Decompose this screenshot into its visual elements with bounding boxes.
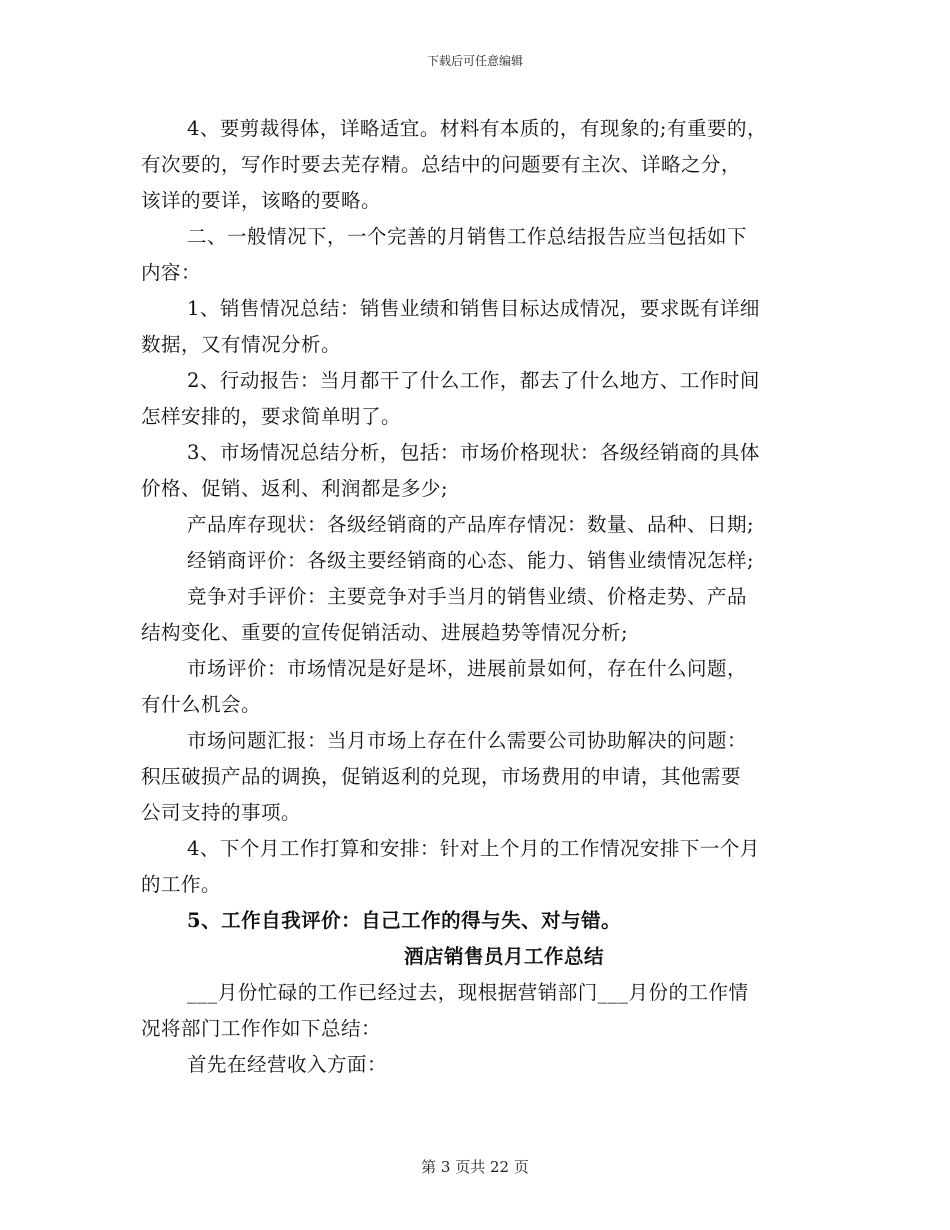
- body-lines: [141, 111, 821, 903]
- text-line: 1、销售情况总结：销售业绩和销售目标达成情况，要求既有详细: [187, 297, 760, 320]
- text-line: 有什么机会。: [141, 693, 262, 716]
- text-line: 市场评价：市场情况是好是坏，进展前景如何，存在什么问题，: [187, 657, 748, 680]
- section-title: 酒店销售员月工作总结: [403, 945, 604, 968]
- bold-summary-line: 5、工作自我评价：自己工作的得与失、对与错。: [187, 909, 622, 932]
- text-line: 产品库存现状：各级经销商的产品库存情况：数量、品种、日期;: [187, 513, 755, 536]
- text-line: 市场问题汇报：当月市场上存在什么需要公司协助解决的问题：: [187, 729, 748, 752]
- text-line: 有次要的，写作时要去芜存精。总结中的问题要有主次、详略之分，: [141, 153, 742, 176]
- text-line: 公司支持的事项。: [141, 801, 302, 824]
- text-line: 积压破损产品的调换，促销返利的兑现，市场费用的申请，其他需要: [141, 765, 742, 788]
- text-line: 4、下个月工作打算和安排：针对上个月的工作情况安排下一个月: [187, 837, 760, 860]
- text-line: 价格、促销、返利、利润都是多少;: [141, 477, 449, 500]
- text-line: ___月份忙碌的工作已经过去，现根据营销部门___月份的工作情: [187, 981, 749, 1004]
- text-line: 况将部门工作作如下总结：: [141, 1017, 382, 1040]
- tail-lines: [141, 975, 821, 1083]
- text-line: 内容：: [141, 261, 202, 284]
- text-line: 二、一般情况下，一个完善的月销售工作总结报告应当包括如下: [187, 225, 748, 248]
- page-number-footer: 第 3 页共 22 页: [421, 1158, 529, 1176]
- text-line: 首先在经营收入方面：: [187, 1053, 388, 1076]
- text-line: 经销商评价：各级主要经销商的心态、能力、销售业绩情况怎样;: [187, 549, 755, 572]
- page-header-note: 下载后可任意编辑: [426, 54, 523, 68]
- text-line: 竞争对手评价：主要竞争对手当月的销售业绩、价格走势、产品: [187, 585, 748, 608]
- text-line: 怎样安排的，要求简单明了。: [141, 405, 402, 428]
- text-line: 数据，又有情况分析。: [141, 333, 342, 356]
- text-line: 该详的要详，该略的要略。: [141, 189, 382, 212]
- text-line: 的工作。: [141, 873, 222, 896]
- text-line: 2、行动报告：当月都干了什么工作，都去了什么地方、工作时间: [187, 369, 760, 392]
- text-line: 3、市场情况总结分析，包括：市场价格现状：各级经销商的具体: [187, 441, 760, 464]
- text-line: 4、要剪裁得体，详略适宜。材料有本质的，有现象的;有重要的，: [187, 117, 767, 140]
- document-body: [141, 111, 821, 1083]
- text-line: 结构变化、重要的宣传促销活动、进展趋势等情况分析;: [141, 621, 629, 644]
